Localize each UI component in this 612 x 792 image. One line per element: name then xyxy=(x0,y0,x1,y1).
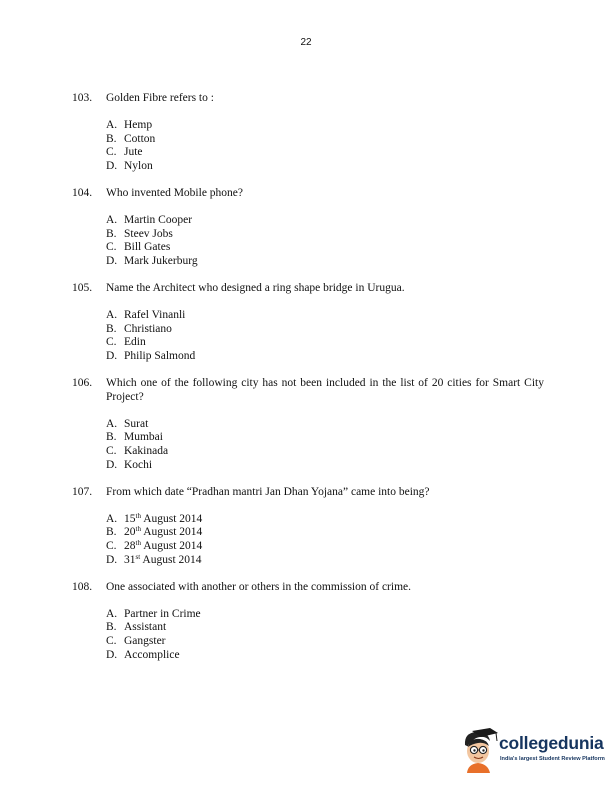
option-c: C. Bill Gates xyxy=(106,241,171,254)
option-b: B. 20th August 2014 xyxy=(106,525,203,539)
question-104 xyxy=(72,187,544,269)
question-list xyxy=(72,92,544,663)
option-d: D. Nylon xyxy=(106,160,153,173)
question-text: Which one of the following city has not been included in the list of 20 cities for Smart City Project? xyxy=(106,376,544,403)
question-106 xyxy=(72,377,544,473)
options-list xyxy=(106,608,544,663)
question-text: One associated with another or others in the commission of crime. xyxy=(106,580,411,593)
brand-tagline: India's largest Student Review Platform xyxy=(500,756,605,762)
question-103 xyxy=(72,92,544,174)
question-text: Name the Architect who designed a ring shape bridge in Urugua. xyxy=(106,281,405,294)
options-list xyxy=(106,513,544,568)
question-number: 108. xyxy=(72,580,93,593)
option-b: B. Cotton xyxy=(106,132,156,145)
option-b: B. Steev Jobs xyxy=(106,227,173,240)
option-c: C. Kakinada xyxy=(106,445,169,458)
option-d: D. Kochi xyxy=(106,458,153,471)
question-108 xyxy=(72,581,544,663)
brand-name: collegedunia xyxy=(499,733,604,753)
option-c: C. Gangster xyxy=(106,635,166,648)
options-list xyxy=(106,309,544,364)
options-list xyxy=(106,418,544,473)
option-b: B. Christiano xyxy=(106,322,172,335)
collegedunia-logo xyxy=(460,727,608,773)
option-c: C. 28th August 2014 xyxy=(106,539,203,553)
mascot-icon xyxy=(460,727,500,773)
option-d: D. 31st August 2014 xyxy=(106,552,202,566)
question-number: 106. xyxy=(72,376,93,389)
option-d: D. Mark Jukerburg xyxy=(106,255,198,268)
option-a: A. Rafel Vinanli xyxy=(106,308,186,321)
option-c: C. Edin xyxy=(106,336,146,349)
question-text: Who invented Mobile phone? xyxy=(106,186,244,199)
options-list xyxy=(106,119,544,174)
question-105 xyxy=(72,282,544,364)
option-a: A. Surat xyxy=(106,417,149,430)
option-a: A. Partner in Crime xyxy=(106,607,201,620)
option-a: A. 15th August 2014 xyxy=(106,511,203,525)
question-number: 103. xyxy=(72,92,93,104)
option-a: A. Martin Cooper xyxy=(106,213,193,226)
option-a: A. Hemp xyxy=(106,118,153,131)
question-number: 105. xyxy=(72,281,93,294)
option-d: D. Accomplice xyxy=(106,648,180,661)
page-number: 22 xyxy=(300,37,312,48)
question-number: 104. xyxy=(72,186,93,199)
question-text: Golden Fibre refers to : xyxy=(106,92,214,104)
options-list xyxy=(106,214,544,269)
option-b: B. Assistant xyxy=(106,621,167,634)
option-c: C. Jute xyxy=(106,146,143,159)
option-b: B. Mumbai xyxy=(106,431,163,444)
question-text: From which date “Pradhan mantri Jan Dhan Yojana” came into being? xyxy=(106,485,430,498)
option-d: D. Philip Salmond xyxy=(106,350,196,363)
question-number: 107. xyxy=(72,485,93,498)
question-107 xyxy=(72,486,544,568)
